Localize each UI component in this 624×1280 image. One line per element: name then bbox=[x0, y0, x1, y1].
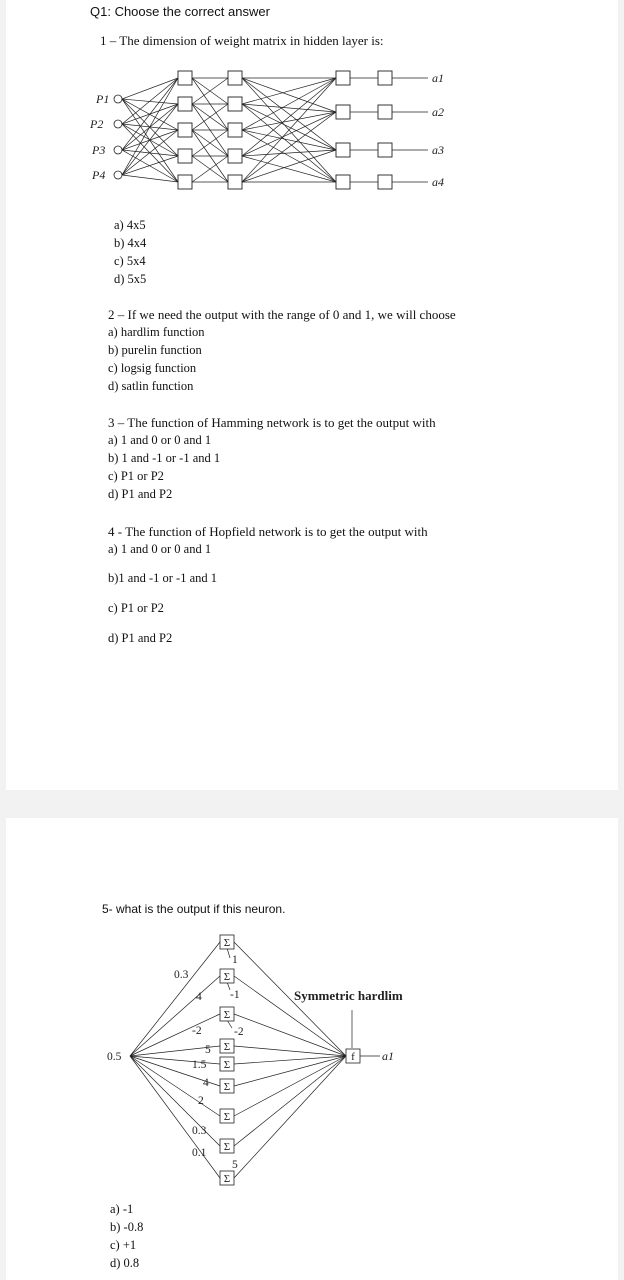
output-layer-node bbox=[336, 71, 350, 85]
q5-option-d: d) 0.8 bbox=[110, 1256, 140, 1270]
transfer-function-name: Symmetric hardlim bbox=[294, 988, 403, 1003]
sum-symbol: Σ bbox=[223, 1059, 231, 1071]
transfer-function-label: f bbox=[351, 1051, 355, 1063]
section-header: Q1: Choose the correct answer bbox=[90, 4, 270, 19]
input-label-p3: P3 bbox=[92, 143, 106, 157]
sum-symbol: Σ bbox=[223, 1009, 231, 1021]
q1-option-c: c) 5x4 bbox=[114, 254, 146, 268]
q3-option-c: c) P1 or P2 bbox=[108, 469, 164, 483]
q5-option-b: b) -0.8 bbox=[110, 1220, 144, 1234]
output-connections bbox=[350, 78, 428, 182]
output-transfer-node bbox=[378, 175, 392, 189]
output-transfer-node bbox=[378, 143, 392, 157]
output-label-a2: a2 bbox=[432, 105, 444, 119]
page-1 bbox=[6, 0, 618, 790]
weight-label: 0.1 bbox=[192, 1147, 207, 1159]
hidden2-node bbox=[228, 97, 242, 111]
q4-option-a: a) 1 and 0 or 0 and 1 bbox=[108, 542, 212, 556]
weight-label: 1.5 bbox=[192, 1059, 207, 1071]
hidden2-node bbox=[228, 175, 242, 189]
sum-symbol: Σ bbox=[223, 971, 231, 983]
input-label-p4: P4 bbox=[92, 168, 106, 182]
sum-symbol: Σ bbox=[223, 1141, 231, 1153]
output-layer-node bbox=[336, 105, 350, 119]
weight-label: 2 bbox=[198, 1095, 204, 1107]
q3-option-d: d) P1 and P2 bbox=[108, 487, 173, 501]
output-transfer-node bbox=[378, 71, 392, 85]
sum-symbol: Σ bbox=[223, 937, 231, 949]
hidden1-node bbox=[178, 123, 192, 137]
sum-symbol: Σ bbox=[223, 1081, 231, 1093]
q1-option-a: a) 4x5 bbox=[114, 218, 146, 232]
hidden2-node bbox=[228, 71, 242, 85]
input-node-p2 bbox=[114, 120, 122, 128]
input-node-p1 bbox=[114, 95, 122, 103]
output-label: a1 bbox=[382, 1049, 394, 1063]
hidden1-node bbox=[178, 175, 192, 189]
q5-neuron-diagram bbox=[6, 928, 618, 1188]
input-node-p4 bbox=[114, 171, 122, 179]
input-node-p3 bbox=[114, 146, 122, 154]
q1-option-b: b) 4x4 bbox=[114, 236, 147, 250]
hidden1-node bbox=[178, 71, 192, 85]
output-layer-node bbox=[336, 175, 350, 189]
bias-label: -2 bbox=[234, 1026, 244, 1038]
q2-option-c: c) logsig function bbox=[108, 361, 197, 375]
q5-option-a: a) -1 bbox=[110, 1202, 134, 1216]
weight-label: -2 bbox=[192, 1025, 202, 1037]
input-label-p1: P1 bbox=[96, 92, 110, 106]
sum-symbol: Σ bbox=[223, 1111, 231, 1123]
q1-network-diagram bbox=[6, 62, 618, 212]
weight-label: 5 bbox=[205, 1044, 211, 1056]
q3-question: 3 – The function of Hamming network is to get the output with bbox=[108, 415, 436, 430]
weight-label: 4 bbox=[196, 991, 202, 1003]
q5-question: 5- what is the output if this neuron. bbox=[102, 902, 286, 916]
weight-label: 0.3 bbox=[174, 969, 189, 981]
input-label-p2: P2 bbox=[90, 117, 104, 131]
bias-label: 5 bbox=[232, 1159, 238, 1171]
q4-question: 4 - The function of Hopfield network is to get the output with bbox=[108, 524, 428, 539]
bias-label: 1 bbox=[232, 954, 238, 966]
q4-option-d: d) P1 and P2 bbox=[108, 631, 173, 645]
weight-label: 4 bbox=[203, 1077, 209, 1089]
q5-option-c: c) +1 bbox=[110, 1238, 137, 1252]
hidden2-node bbox=[228, 149, 242, 163]
sum-symbol: Σ bbox=[223, 1173, 231, 1185]
input-to-hidden-connections bbox=[122, 78, 178, 182]
hidden2-node bbox=[228, 123, 242, 137]
q1-question: 1 – The dimension of weight matrix in hidden layer is: bbox=[100, 33, 384, 48]
weight-label: 0.3 bbox=[192, 1125, 207, 1137]
output-label-a3: a3 bbox=[432, 143, 444, 157]
output-label-a1: a1 bbox=[432, 71, 444, 85]
q2-option-b: b) purelin function bbox=[108, 343, 202, 357]
input-value: 0.5 bbox=[107, 1051, 122, 1063]
hidden1-node bbox=[178, 149, 192, 163]
output-transfer-node bbox=[378, 105, 392, 119]
q1-option-d: d) 5x5 bbox=[114, 272, 147, 286]
output-layer-node bbox=[336, 143, 350, 157]
hidden-to-output-connections bbox=[242, 78, 336, 182]
q3-option-a: a) 1 and 0 or 0 and 1 bbox=[108, 433, 212, 447]
q4-option-c: c) P1 or P2 bbox=[108, 601, 164, 615]
hidden-to-hidden-connections bbox=[192, 78, 228, 182]
q2-option-d: d) satlin function bbox=[108, 379, 194, 393]
output-label-a4: a4 bbox=[432, 175, 444, 189]
hidden1-node bbox=[178, 97, 192, 111]
q3-option-b: b) 1 and -1 or -1 and 1 bbox=[108, 451, 221, 465]
page-2 bbox=[6, 818, 618, 1280]
sum-symbol: Σ bbox=[223, 1041, 231, 1053]
q4-option-b: b)1 and -1 or -1 and 1 bbox=[108, 571, 217, 585]
bias-label: -1 bbox=[230, 989, 240, 1001]
q2-question: 2 – If we need the output with the range of 0 and 1, we will choose bbox=[108, 307, 456, 322]
q2-option-a: a) hardlim function bbox=[108, 325, 205, 339]
